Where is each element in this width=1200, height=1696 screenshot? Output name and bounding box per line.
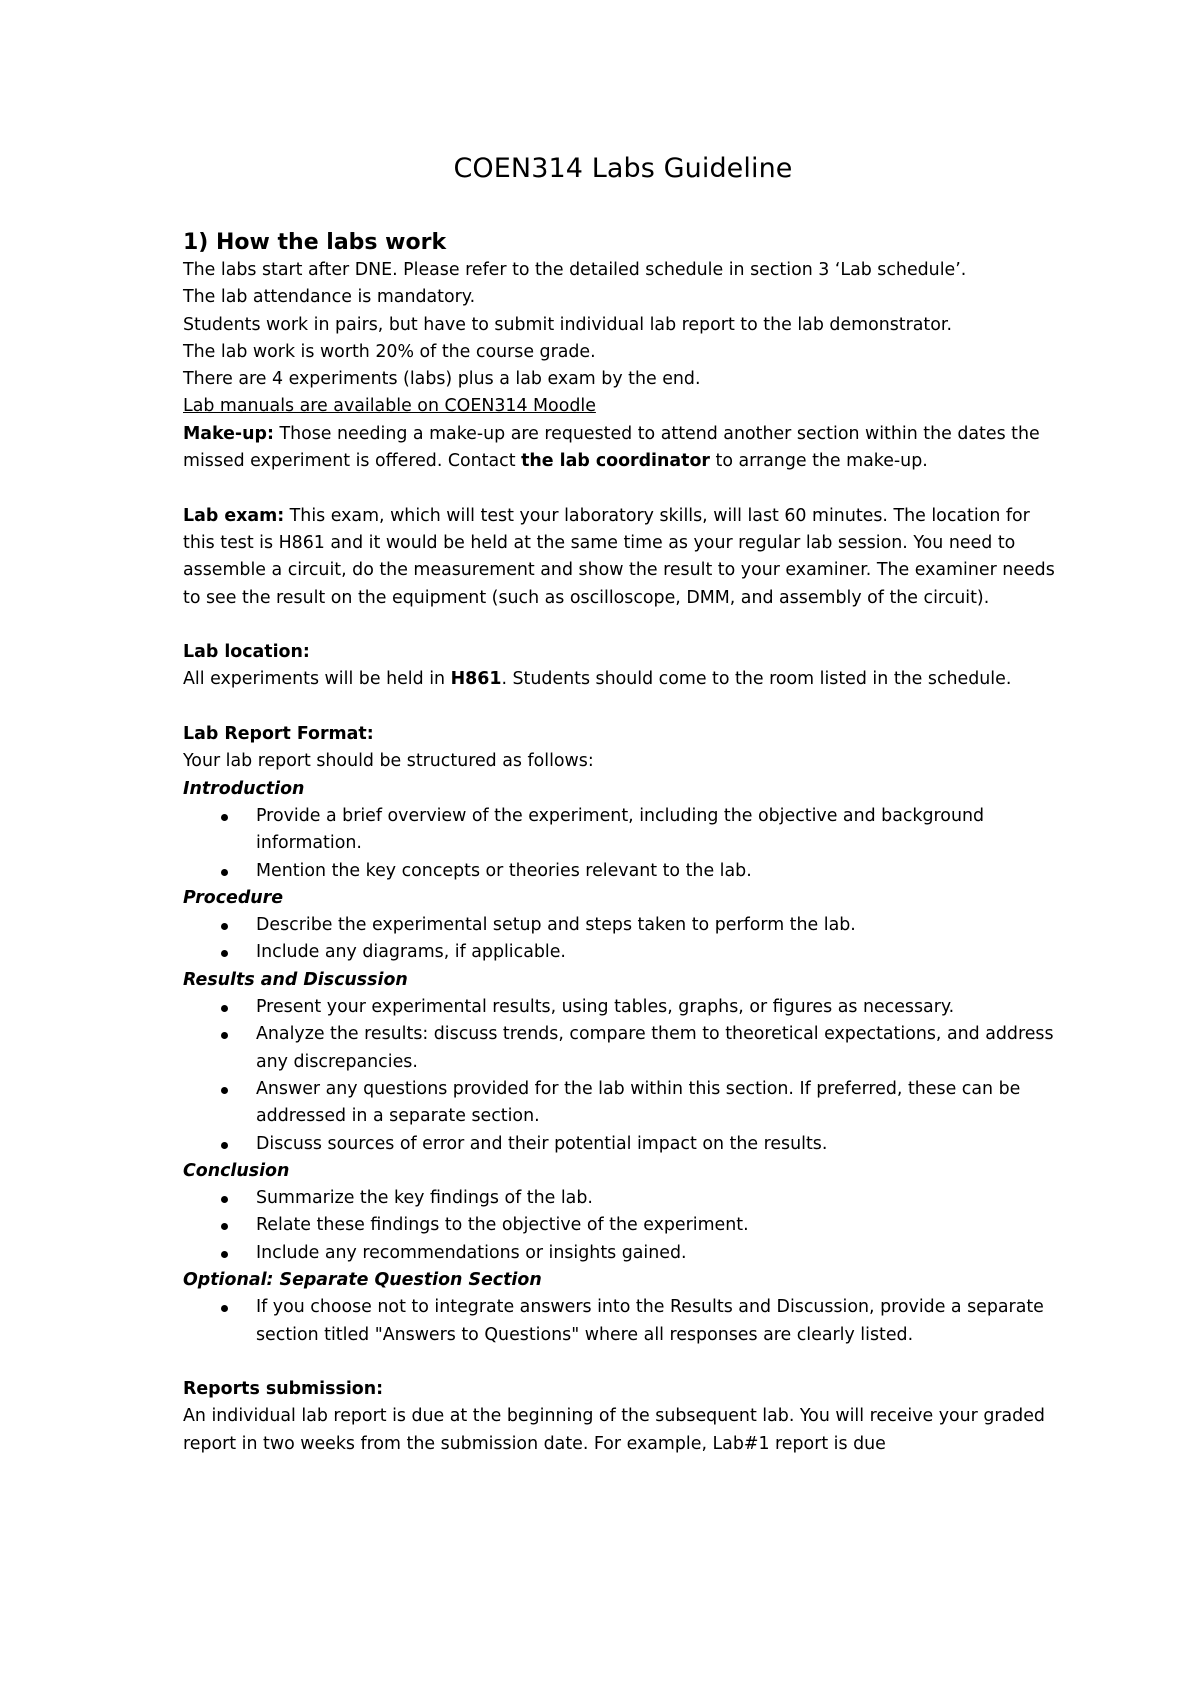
reports-submission-label: Reports submission:: [183, 1379, 384, 1400]
lab-coordinator-text: the lab coordinator: [521, 451, 710, 472]
makeup-text-2: to arrange the make-up.: [709, 451, 928, 472]
bullet-icon: [221, 1305, 228, 1312]
conclusion-list: [183, 1185, 1063, 1267]
results-discussion-list: [183, 994, 1063, 1158]
list-item: Provide a brief overview of the experiment, including the objective and background information.: [183, 803, 1063, 858]
report-format-label: Lab Report Format:: [183, 724, 374, 745]
bullet-icon: [221, 1142, 228, 1149]
bullet-icon: [221, 1223, 228, 1230]
paragraph-line: There are 4 experiments (labs) plus a lab exam by the end.: [183, 369, 701, 390]
bullet-icon: [221, 950, 228, 957]
procedure-list: [183, 912, 1063, 967]
list-item: Include any diagrams, if applicable.: [183, 939, 1063, 966]
document-content: [183, 151, 1063, 1458]
list-item: Present your experimental results, using tables, graphs, or figures as necessary.: [183, 994, 1063, 1021]
makeup-paragraph: [183, 421, 1063, 476]
bullet-icon: [221, 814, 228, 821]
report-format-intro: Your lab report should be structured as follows:: [183, 751, 594, 772]
list-item: Summarize the key findings of the lab.: [183, 1185, 1063, 1212]
lab-location-paragraph: All experiments will be held in H861. Students should come to the room listed in the schedule.: [183, 669, 1012, 690]
paragraph-line: The lab attendance is mandatory.: [183, 287, 476, 308]
subsection-introduction: Introduction: [183, 778, 305, 799]
subsection-results-discussion: Results and Discussion: [183, 969, 408, 990]
paragraph-line: The labs start after DNE. Please refer to the detailed schedule in section 3 ‘Lab schedule’.: [183, 260, 967, 280]
list-item: Include any recommendations or insights gained.: [183, 1240, 1063, 1267]
subsection-optional-questions: Optional: Separate Question Section: [183, 1269, 542, 1290]
bullet-icon: [221, 1087, 228, 1094]
bullet-icon: [221, 923, 228, 930]
bullet-icon: [221, 1251, 228, 1258]
lab-exam-label: Lab exam:: [183, 505, 285, 526]
lab-room: H861: [450, 669, 502, 690]
list-item: If you choose not to integrate answers into the Results and Discussion, provide a separate section titled "Answers to Questions" where all responses are clearly listed.: [183, 1294, 1063, 1349]
bullet-icon: [221, 1032, 228, 1039]
lab-location-label: Lab location:: [183, 642, 310, 663]
section-heading-how-labs-work: 1) How the labs work: [183, 230, 447, 255]
document-title: COEN314 Labs Guideline: [453, 153, 793, 184]
subsection-procedure: Procedure: [183, 887, 284, 908]
list-item: Relate these findings to the objective of the experiment.: [183, 1212, 1063, 1239]
bullet-icon: [221, 1005, 228, 1012]
moodle-link-text: Lab manuals are available on COEN314 Moodle: [183, 396, 596, 417]
subsection-conclusion: Conclusion: [183, 1160, 290, 1181]
list-item: Discuss sources of error and their potential impact on the results.: [183, 1131, 1063, 1158]
lab-exam-paragraph: [183, 503, 1063, 612]
list-item: Analyze the results: discuss trends, compare them to theoretical expectations, and address any discrepancies.: [183, 1021, 1063, 1076]
makeup-text-1: Those needing a make-up are requested to attend another section within the dates the missed experiment is offered. Contact: [183, 423, 1040, 472]
optional-questions-list: [183, 1294, 1063, 1349]
paragraph-line: The lab work is worth 20% of the course grade.: [183, 341, 596, 362]
reports-submission-paragraph: An individual lab report is due at the beginning of the subsequent lab. You will receive your graded report in two weeks from the submission date. For example, Lab#1 report is due: [183, 1406, 1045, 1454]
list-item: Answer any questions provided for the lab within this section. If preferred, these can be addressed in a separate section.: [183, 1076, 1063, 1131]
list-item: Mention the key concepts or theories relevant to the lab.: [183, 858, 1063, 885]
list-item: Describe the experimental setup and steps taken to perform the lab.: [183, 912, 1063, 939]
bullet-icon: [221, 869, 228, 876]
makeup-label: Make-up:: [183, 423, 274, 444]
bullet-icon: [221, 1196, 228, 1203]
lab-exam-text: This exam, which will test your laboratory skills, will last 60 minutes. The location for this test is H861 and it would be held at the same time as your regular lab session. You need to assemble a circuit, do the measurement and show the result to your examiner. The examiner needs to see the result on the equipment (such as oscilloscope, DMM, and assembly of the circuit).: [183, 505, 1055, 608]
introduction-list: [183, 803, 1063, 885]
paragraph-line: Students work in pairs, but have to submit individual lab report to the lab demonstrator.: [183, 314, 952, 335]
